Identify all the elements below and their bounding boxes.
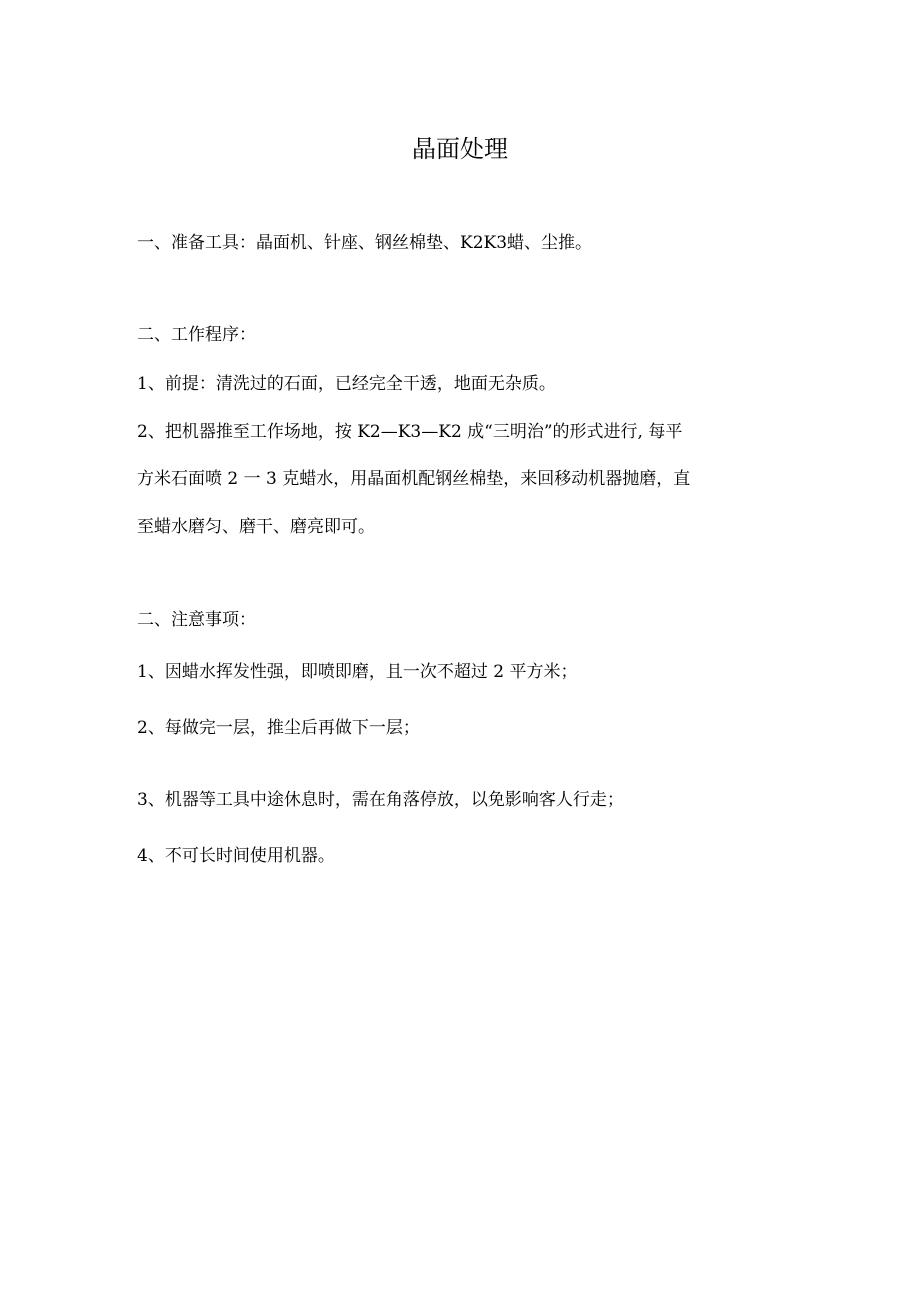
- note-4: 4、不可长时间使用机器。: [137, 846, 335, 866]
- notes-heading: 二、注意事项：: [137, 610, 256, 630]
- note-3: 3、机器等工具中途休息时，需在角落停放，以免影响客人行走；: [137, 790, 624, 810]
- prep-tools-line: 一、准备工具：晶面机、针座、钢丝棉垫、K2K3蜡、尘推。: [137, 233, 593, 253]
- procedure-step-2-line-1: 2、把机器推至工作场地，按 K2—K3—K2 成“三明治”的形式进行, 每平: [137, 422, 683, 442]
- document-title: 晶面处理: [412, 135, 508, 163]
- procedure-heading: 二、工作程序：: [137, 325, 256, 345]
- procedure-step-2-line-2: 方米石面喷 2 一 3 克蜡水，用晶面机配钢丝棉垫，来回移动机器抛磨，直: [137, 469, 691, 489]
- note-2: 2、每做完一层，推尘后再做下一层；: [137, 718, 420, 738]
- note-1: 1、因蜡水挥发性强，即喷即磨，且一次不超过 2 平方米；: [137, 662, 578, 682]
- procedure-step-2-line-3: 至蜡水磨匀、磨干、磨亮即可。: [137, 517, 375, 537]
- procedure-step-1: 1、前提：清洗过的石面，已经完全干透，地面无杂质。: [137, 374, 556, 394]
